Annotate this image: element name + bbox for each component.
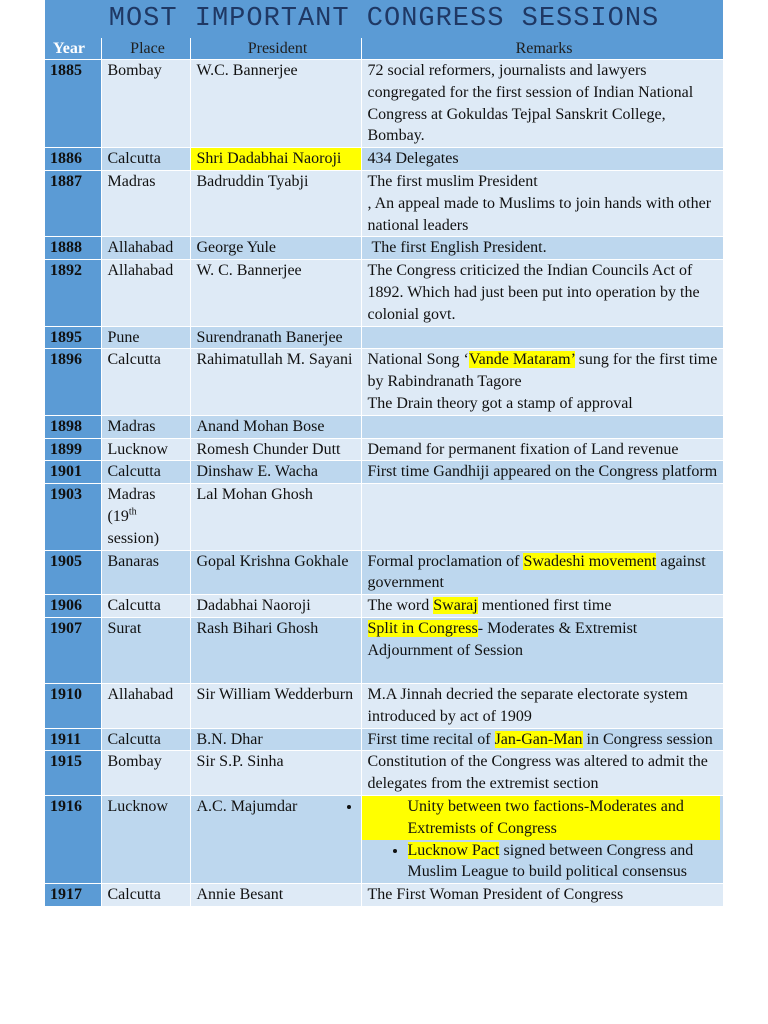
highlighted-text: Lucknow Pact bbox=[407, 841, 500, 859]
remarks-line: The Drain theory got a stamp of approval bbox=[367, 394, 633, 412]
place-cell: Banaras bbox=[101, 550, 190, 595]
table-row bbox=[45, 415, 723, 438]
remarks-cell bbox=[361, 349, 723, 415]
remarks-cell: The first English President. bbox=[361, 237, 723, 260]
president-cell: Dinshaw E. Wacha bbox=[190, 461, 361, 484]
remarks-cell: M.A Jinnah decried the separate electorate system introduced by act of 1909 bbox=[361, 683, 723, 728]
remarks-cell bbox=[361, 617, 723, 683]
place-cell: Calcutta bbox=[101, 349, 190, 415]
remarks-cell: Demand for permanent fixation of Land revenue bbox=[361, 438, 723, 461]
place-cell: Lucknow bbox=[101, 438, 190, 461]
president-cell: Anand Mohan Bose bbox=[190, 415, 361, 438]
year-cell: 1888 bbox=[45, 237, 101, 260]
remarks-text: in Congress session bbox=[582, 730, 713, 748]
remarks-text: The word bbox=[367, 597, 434, 615]
president-cell: Badruddin Tyabji bbox=[190, 170, 361, 236]
remarks-cell: 434 Delegates bbox=[361, 148, 723, 171]
place-cell: Lucknow bbox=[101, 795, 190, 883]
remarks-text: National Song ‘ bbox=[367, 351, 469, 369]
remarks-cell: 72 social reformers, journalists and lawyers congregated for the first session of Indian National Congress at Gokuldas Tejpal Sanskrit College, Bombay. bbox=[361, 60, 723, 148]
remarks-cell bbox=[361, 484, 723, 550]
president-cell: W.C. Bannerjee bbox=[190, 60, 361, 148]
table-row bbox=[45, 326, 723, 349]
table-row bbox=[45, 617, 723, 683]
place-line bbox=[108, 506, 187, 528]
table-row bbox=[45, 884, 723, 907]
remarks-line bbox=[368, 618, 720, 640]
remarks-cell: First time Gandhiji appeared on the Congress platform bbox=[361, 461, 723, 484]
place-cell: Allahabad bbox=[101, 237, 190, 260]
president-cell-highlighted: Shri Dadabhai Naoroji bbox=[190, 148, 361, 171]
place-cell: Allahabad bbox=[101, 683, 190, 728]
president-cell: Sir S.P. Sinha bbox=[190, 751, 361, 796]
table-row bbox=[45, 461, 723, 484]
highlighted-text: Jan-Gan-Man bbox=[494, 730, 583, 748]
remarks-cell: The Congress criticized the Indian Councils Act of 1892. Which had just been put into operation by the colonial govt. bbox=[361, 260, 723, 326]
year-cell: 1916 bbox=[45, 795, 101, 883]
year-cell: 1911 bbox=[45, 728, 101, 751]
table-header-row bbox=[45, 38, 723, 60]
place-cell: Calcutta bbox=[101, 884, 190, 907]
place-cell: Pune bbox=[101, 326, 190, 349]
table-row bbox=[45, 683, 723, 728]
president-cell: George Yule bbox=[190, 237, 361, 260]
table-row bbox=[45, 170, 723, 236]
place-cell: Bombay bbox=[101, 751, 190, 796]
president-cell: Annie Besant bbox=[190, 884, 361, 907]
year-cell: 1895 bbox=[45, 326, 101, 349]
place-cell: Calcutta bbox=[101, 595, 190, 618]
place-cell: Calcutta bbox=[101, 461, 190, 484]
table-row bbox=[45, 728, 723, 751]
remarks-text: sung for the first time by Rabindranath Tagore bbox=[367, 351, 718, 391]
president-cell: Surendranath Banerjee bbox=[190, 326, 361, 349]
year-cell: 1917 bbox=[45, 884, 101, 907]
place-cell: Bombay bbox=[101, 60, 190, 148]
remarks-cell bbox=[361, 326, 723, 349]
year-cell: 1907 bbox=[45, 617, 101, 683]
place-cell: Allahabad bbox=[101, 260, 190, 326]
year-cell: 1905 bbox=[45, 550, 101, 595]
year-cell: 1885 bbox=[45, 60, 101, 148]
remarks-line bbox=[368, 349, 720, 393]
remarks-cell: The First Woman President of Congress bbox=[361, 884, 723, 907]
remarks-text: against government bbox=[367, 552, 706, 592]
remarks-line: Adjournment of Session bbox=[367, 641, 524, 659]
bullet-item bbox=[408, 840, 720, 884]
year-cell: 1896 bbox=[45, 349, 101, 415]
year-cell: 1887 bbox=[45, 170, 101, 236]
place-cell bbox=[101, 484, 190, 550]
table-row bbox=[45, 751, 723, 796]
remarks-cell: Constitution of the Congress was altered to admit the delegates from the extremist section bbox=[361, 751, 723, 796]
remarks-text: mentioned first time bbox=[477, 597, 612, 615]
highlighted-text: Swaraj bbox=[433, 597, 478, 615]
place-line: Madras bbox=[107, 486, 156, 504]
table-row bbox=[45, 260, 723, 326]
remarks-line: The first muslim President bbox=[367, 172, 538, 190]
page-title: MOST IMPORTANT CONGRESS SESSIONS bbox=[45, 0, 723, 38]
table-row bbox=[45, 795, 723, 883]
congress-sessions-table bbox=[45, 38, 724, 907]
table-row bbox=[45, 349, 723, 415]
table-row bbox=[45, 550, 723, 595]
bullet-item: • Unity between two factions-Moderates and Extremists of Congress bbox=[362, 796, 720, 840]
highlighted-text: Split in Congress bbox=[367, 619, 478, 637]
year-cell: 1901 bbox=[45, 461, 101, 484]
year-cell: 1892 bbox=[45, 260, 101, 326]
president-cell: Gopal Krishna Gokhale bbox=[190, 550, 361, 595]
president-cell: W. C. Bannerjee bbox=[190, 260, 361, 326]
remarks-text: - Moderates & Extremist bbox=[477, 619, 638, 637]
remarks-cell bbox=[361, 595, 723, 618]
president-cell: Romesh Chunder Dutt bbox=[190, 438, 361, 461]
president-cell: B.N. Dhar bbox=[190, 728, 361, 751]
highlighted-text: Vande Mataram’ bbox=[468, 351, 575, 369]
table-row bbox=[45, 237, 723, 260]
president-cell: Dadabhai Naoroji bbox=[190, 595, 361, 618]
remarks-text: signed between Congress and Muslim League to build political consensus bbox=[407, 841, 694, 881]
header-remarks: Remarks bbox=[361, 38, 723, 60]
remarks-cell bbox=[361, 550, 723, 595]
president-cell: Rahimatullah M. Sayani bbox=[190, 349, 361, 415]
president-cell: Lal Mohan Ghosh bbox=[190, 484, 361, 550]
place-text: (19 bbox=[107, 507, 129, 525]
remarks-line: , An appeal made to Muslims to join hands with other national leaders bbox=[367, 194, 712, 234]
table-row bbox=[45, 60, 723, 148]
place-cell: Madras bbox=[101, 415, 190, 438]
year-cell: 1915 bbox=[45, 751, 101, 796]
header-president: President bbox=[190, 38, 361, 60]
header-year: Year bbox=[45, 38, 101, 60]
remarks-cell bbox=[361, 415, 723, 438]
remarks-text: First time recital of bbox=[367, 730, 495, 748]
president-cell: Sir William Wedderburn bbox=[190, 683, 361, 728]
header-place: Place bbox=[101, 38, 190, 60]
year-cell: 1886 bbox=[45, 148, 101, 171]
year-cell: 1906 bbox=[45, 595, 101, 618]
year-cell: 1910 bbox=[45, 683, 101, 728]
table-row bbox=[45, 595, 723, 618]
place-cell: Surat bbox=[101, 617, 190, 683]
year-cell: 1899 bbox=[45, 438, 101, 461]
place-cell: Calcutta bbox=[101, 728, 190, 751]
superscript: th bbox=[128, 506, 137, 518]
remarks-cell bbox=[361, 170, 723, 236]
year-cell: 1903 bbox=[45, 484, 101, 550]
highlighted-text: Swadeshi movement bbox=[523, 552, 657, 570]
place-line: session) bbox=[107, 529, 160, 547]
table-row bbox=[45, 148, 723, 171]
remarks-text: Formal proclamation of bbox=[367, 552, 524, 570]
president-cell: Rash Bihari Ghosh bbox=[190, 617, 361, 683]
year-cell: 1898 bbox=[45, 415, 101, 438]
place-cell: Calcutta bbox=[101, 148, 190, 171]
table-row bbox=[45, 438, 723, 461]
remarks-cell bbox=[361, 795, 723, 883]
remarks-bullet-list bbox=[362, 796, 720, 883]
president-cell: A.C. Majumdar bbox=[190, 795, 361, 883]
place-cell: Madras bbox=[101, 170, 190, 236]
remarks-cell bbox=[361, 728, 723, 751]
table-row bbox=[45, 484, 723, 550]
